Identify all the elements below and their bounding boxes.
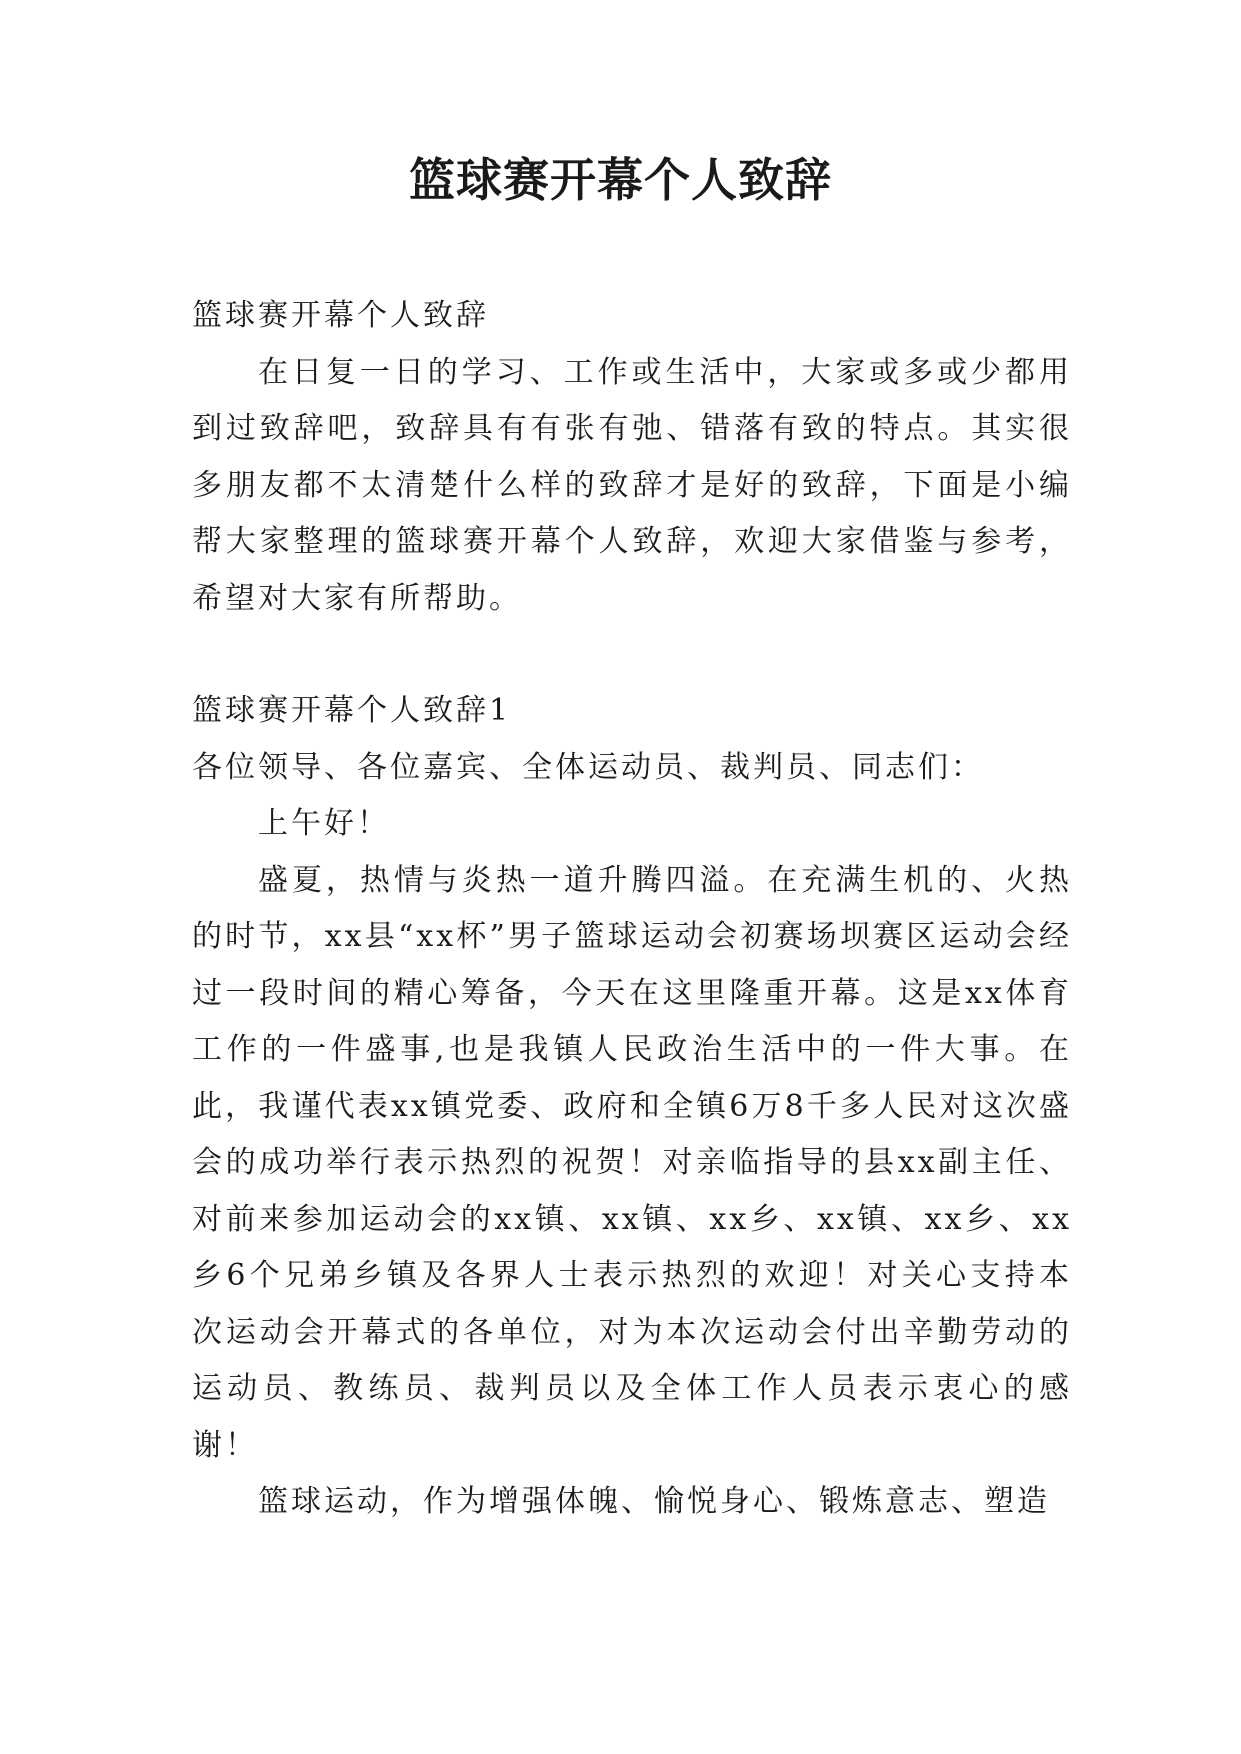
body-paragraph-1: 盛夏，热情与炎热一道升腾四溢。在充满生机的、火热的时节，xx县“xx杯”男子篮球运动会初赛场坝赛区运动会经过一段时间的精心筹备，今天在这里隆重开幕。这是xx体育工作的一件盛事,也是我镇人民政治生活中的一件大事。在此，我谨代表xx镇党委、政府和全镇6万8千多人民对这次盛会的成功举行表示热烈的祝贺！对亲临指导的县xx副主任、对前来参加运动会的xx镇、xx镇、xx乡、xx镇、xx乡、xx乡6个兄弟乡镇及各界人士表示热烈的欢迎！对关心支持本次运动会开幕式的各单位，对为本次运动会付出辛勤劳动的运动员、教练员、裁判员以及全体工作人员表示衷心的感谢！ — [192, 862, 1072, 1463]
section-gap — [192, 627, 1072, 683]
body-paragraph-2: 篮球运动，作为增强体魄、愉悦身心、锻炼意志、塑造 — [258, 1484, 1050, 1519]
greeting: 上午好！ — [258, 806, 390, 841]
document-title: 篮球赛开幕个人致辞 — [409, 153, 832, 207]
document-body — [192, 288, 1072, 1531]
section-heading: 篮球赛开幕个人致辞1 — [192, 693, 512, 728]
subtitle: 篮球赛开幕个人致辞 — [192, 298, 489, 333]
salutation: 各位领导、各位嘉宾、全体运动员、裁判员、同志们： — [192, 749, 984, 785]
intro-paragraph: 在日复一日的学习、工作或生活中，大家或多或少都用到过致辞吧，致辞具有有张有弛、错落有致的特点。其实很多朋友都不太清楚什么样的致辞才是好的致辞，下面是小编帮大家整理的篮球赛开幕个人致辞，欢迎大家借鉴与参考，希望对大家有所帮助。 — [192, 354, 1072, 616]
